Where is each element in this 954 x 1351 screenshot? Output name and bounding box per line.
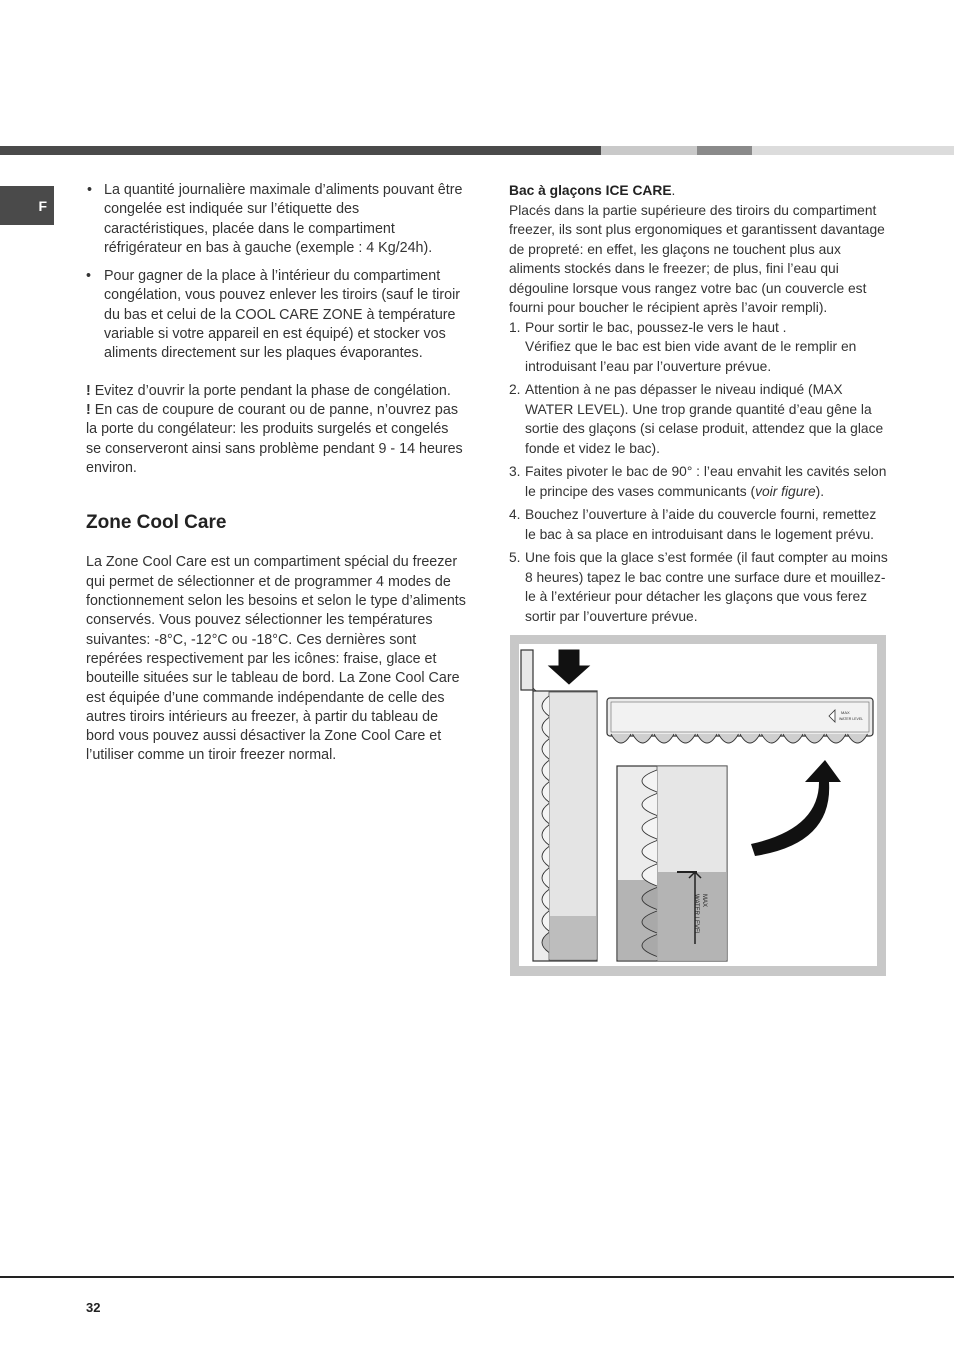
left-column [86, 181, 466, 766]
step-text: Faites pivoter le bac de 90° : l’eau envahit les cavités selon le principe des vases communicants ( [525, 464, 887, 499]
ice-cup [633, 734, 653, 743]
tray-horizontal-icon [607, 698, 873, 743]
list-item [509, 318, 889, 377]
ice-cup [783, 734, 803, 743]
step-text-end: ). [815, 483, 825, 499]
ice-cup [805, 734, 825, 743]
language-tab-label: F [38, 197, 47, 214]
step-text-emphasis: voir figure [755, 483, 816, 499]
list-item [509, 462, 889, 501]
ice-cup [676, 734, 696, 743]
ice-tray-intro: Bac à glaçons ICE CARE. Placés dans la partie supérieure des tiroirs du compartiment freezer, ils sont plus ergonomiques et garantissent davantage de propreté: en effet, les glaçons ne touchent plus aux aliments stockés dans le freezer; de plus, fini l’eau qui dégouline lorsque vous rangez votre bac (un couvercle est fourni pour boucher le récipient après l’avoir rempli). [509, 183, 885, 315]
step-number: 3. [509, 464, 521, 479]
lid-icon [521, 650, 533, 690]
warning-paragraph [86, 401, 466, 478]
ice-cup [697, 734, 717, 743]
list-item [509, 505, 889, 544]
ice-cup [611, 734, 631, 743]
top-color-bar [0, 146, 954, 155]
bullet-text: Pour gagner de la place à l’intérieur du compartiment congélation, vous pouvez enlever les tiroirs (sauf le tiroir du bas et celui de la COOL CARE ZONE à température variable si votre appareil en est équipé) et stocker vos aliments directement sur les plaques évaporantes. [104, 268, 461, 362]
top-bar-segment [752, 146, 954, 155]
step-text: Une fois que la glace s’est formée (il faut compter au moins 8 heures) tapez le bac contre une surface dure et mouillez-le à l’extérieur pour détacher les glaçons que vous ferez sortir par l’ouverture prévue. [525, 550, 888, 624]
rotate-arrow-icon [751, 760, 841, 856]
step-text-extra: Vérifiez que le bac est bien vide avant de le remplir en introduisant l’eau par l’ouverture prévue. [525, 339, 857, 374]
ice-cup [740, 734, 760, 743]
ice-tray-illustration [519, 644, 877, 966]
steps-list [509, 318, 889, 627]
top-bar-segment [697, 146, 752, 155]
water-fill [550, 916, 596, 959]
list-item [86, 267, 466, 363]
top-bar-segment [0, 146, 601, 155]
step-number: 2. [509, 382, 521, 397]
down-arrow-icon [549, 650, 589, 684]
language-tab [0, 186, 54, 225]
bullet-dot-icon: • [86, 268, 92, 285]
step-text: Pour sortir le bac, poussez-le vers le haut . [525, 319, 787, 335]
water-level-label: WATER LEVEL [693, 894, 699, 936]
section-body: La Zone Cool Care est un compartiment spécial du freezer qui permet de sélectionner et de programmer 4 modes de fonctionnement selon les besoins et selon le type d’aliments conservés. Vous pouvez sélectionner les températures suivantes: -8°C, -12°C ou -18°C. Ces dernières sont repérées respectivement par les icônes: fraise, glace et bouteille situées sur le tableau de bord. La Zone Cool Care est équipée d’une commande indépendante de celle des autres tiroirs intérieurs au freezer, à partir du tableau de bord vous pouvez aussi désactiver la Zone Cool Care et l’utiliser comme un tiroir freezer normal. [86, 554, 466, 764]
warning-paragraph [86, 382, 466, 401]
max-label: MAX [841, 710, 850, 715]
ice-tray-intro-text: Placés dans la partie supérieure des tiroirs du compartiment freezer, ils sont plus ergonomiques et garantissent davantage de propreté: en effet, les glaçons ne touchent plus aux aliments stockés dans le freezer; de plus, fini l’eau qui dégouline lorsque vous rangez votre bac (un couvercle est fourni pour boucher le récipient après l’avoir rempli). [509, 202, 885, 315]
ice-cup [826, 734, 846, 743]
ice-tray-figure [510, 635, 886, 976]
warning-block [86, 382, 466, 478]
ice-cup [654, 734, 674, 743]
section-title: Zone Cool Care [86, 512, 227, 534]
ice-cup [762, 734, 782, 743]
tray-filling-icon [617, 766, 727, 961]
bullet-dot-icon: • [87, 182, 93, 198]
step-number: 4. [509, 507, 521, 522]
page-number: 32 [86, 1300, 101, 1315]
max-label: MAX [701, 894, 707, 908]
list-item [509, 380, 889, 458]
warning-mark: ! [86, 401, 91, 418]
bottom-rule [0, 1276, 954, 1278]
list-item [509, 548, 889, 626]
ice-cup [719, 734, 739, 743]
tray-upright-icon [521, 650, 597, 961]
top-bar-segment [601, 146, 697, 155]
figure-canvas [519, 644, 877, 966]
step-text: Attention à ne pas dépasser le niveau indiqué (MAX WATER LEVEL). Une trop grande quantité d’eau gêne la sortie des glaçons (si celase produit, attendez que la glace fonde et videz le bac). [525, 382, 884, 456]
step-number: 1. [509, 319, 521, 335]
step-number: 5. [509, 550, 521, 565]
bullet-text: La quantité journalière maximale d’aliments pouvant être congelée est indiquée sur l’étiquette des caractéristiques, placée dans le compartiment réfrigérateur en bas à gauche (exemple : 4 Kg/24h). [104, 182, 463, 256]
water-fill [658, 872, 726, 960]
ice-tray-title: Bac à glaçons ICE CARE [509, 183, 672, 198]
warning-mark: ! [86, 382, 91, 399]
list-item [86, 181, 466, 258]
warning-text: En cas de coupure de courant ou de panne, n’ouvrez pas la porte du congélateur: les produits surgelés et congelés se conserveront ainsi sans problème pendant 9 - 14 heures environ. [86, 401, 463, 476]
water-level-label: WATER LEVEL [839, 717, 864, 721]
ice-cup [848, 734, 868, 743]
warning-text: Evitez d’ouvrir la porte pendant la phase de congélation. [94, 382, 451, 399]
step-text: Bouchez l’ouverture à l’aide du couvercle fourni, remettez le bac à sa place en introduisant dans le logement prévu. [525, 507, 877, 542]
right-column [509, 181, 889, 630]
